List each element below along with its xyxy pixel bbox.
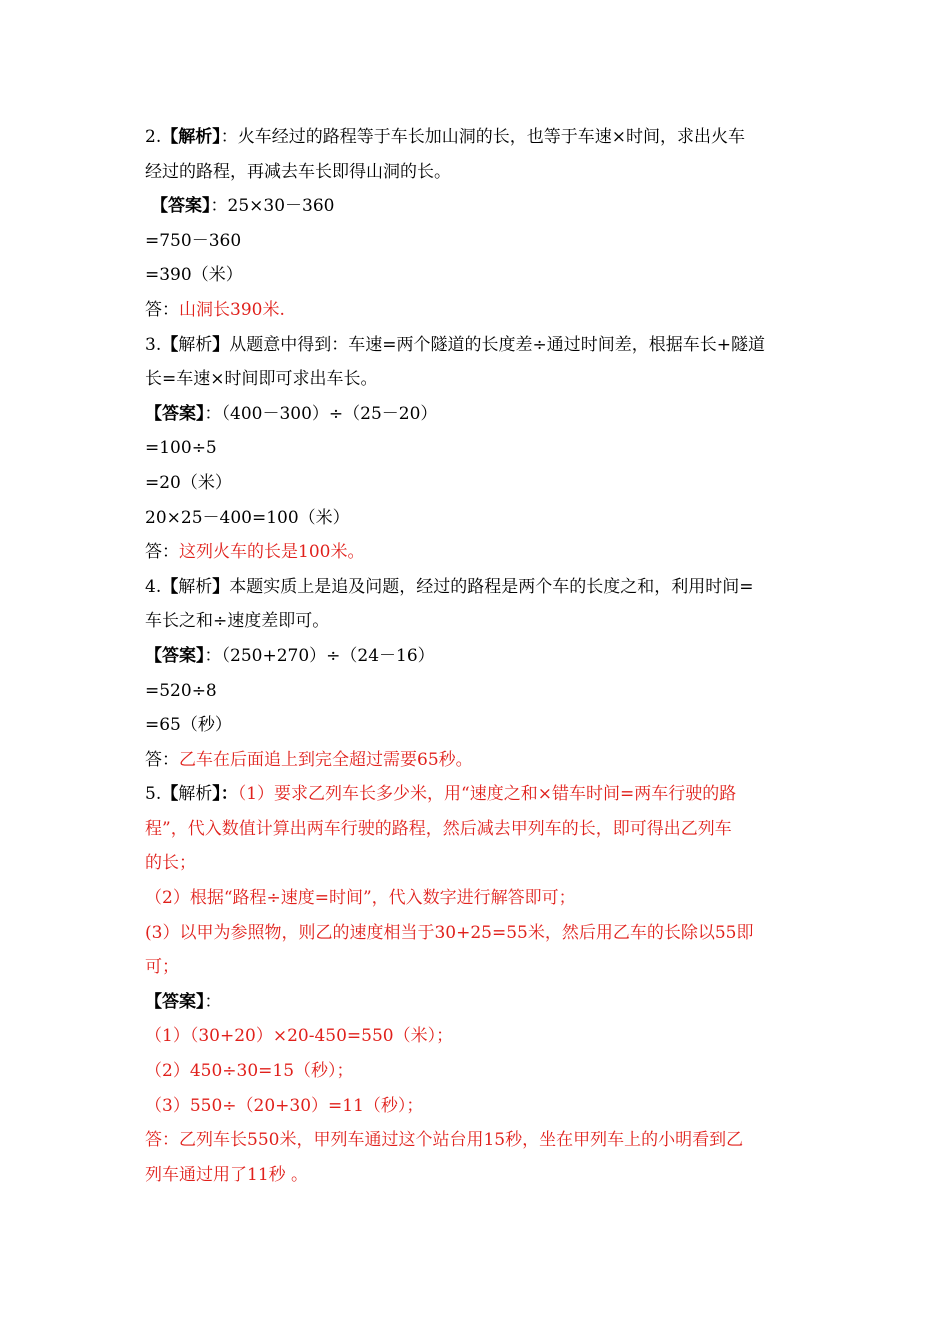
- q3-final-text: 这列火车的长是100米。: [179, 542, 365, 563]
- q4-final-prefix: 答：: [145, 749, 179, 770]
- q5-step-2: （2）450÷30=15（秒）；: [145, 1061, 354, 1082]
- q5-tag-close: 】：: [212, 784, 238, 805]
- q4-analysis-text-1: 本题实质上是追及问题，经过的路程是两个车的长度之和，利用时间=: [229, 576, 754, 597]
- q4-step-2: =65（秒）: [145, 715, 232, 736]
- q5-answer-colon: ：: [204, 991, 222, 1012]
- q4-answer-tag: 【答案】: [145, 645, 205, 666]
- q4-analysis-line-1: [145, 570, 815, 605]
- document-content: [145, 120, 815, 1192]
- q5-analysis-line-3: 的长；: [145, 853, 196, 874]
- q3-final-answer: [145, 535, 815, 570]
- q4-tag-close: 】: [212, 576, 230, 597]
- q5-step-3: （3）550÷（20+30）=11（秒）；: [145, 1095, 424, 1116]
- q2-step-2: =390（米）: [145, 265, 243, 286]
- q5-number: 5.: [145, 784, 162, 805]
- q5-step-1: （1）（30+20）×20-450=550（米）；: [145, 1026, 454, 1047]
- q3-answer-expression: ：（400－300）÷（25－20）: [204, 403, 438, 424]
- q5-analysis-text-1: （1）要求乙列车长多少米，用“速度之和×错车时间=两车行驶的路: [237, 784, 737, 805]
- q3-final-prefix: 答：: [145, 542, 179, 563]
- q2-answer-tag: 【答案】: [151, 196, 211, 217]
- q2-analysis-tag: 【解析】: [161, 127, 221, 147]
- q2-answer-line: [145, 189, 815, 224]
- q5-final-answer-line-2: 列车通过用了11秒 。: [145, 1164, 309, 1185]
- q5-answer-tag: 【答案】: [145, 991, 205, 1012]
- q3-step-2: =20（米）: [145, 472, 232, 493]
- q2-final-prefix: 答：: [145, 299, 179, 320]
- q2-number: 2.: [145, 127, 162, 147]
- q3-analysis-text-1: 从题意中得到：车速=两个隧道的长度差÷通过时间差，根据车长+隧道: [229, 334, 765, 355]
- q3-answer-tag: 【答案】: [145, 403, 205, 424]
- q2-analysis-text-1: ：火车经过的路程等于车长加山洞的长，也等于车速×时间，求出火车: [220, 127, 745, 147]
- q4-answer-line: [145, 639, 815, 674]
- q3-analysis-line-1: [145, 328, 815, 363]
- q2-final-answer: [145, 293, 815, 328]
- q3-answer-line: [145, 397, 815, 432]
- q2-answer-expression: ：25×30－360: [210, 196, 335, 217]
- q5-analysis-line-1: [145, 777, 815, 812]
- q4-answer-expression: ：（250+270）÷（24－16）: [204, 645, 435, 666]
- q5-analysis-line-2: 程”，代入数值计算出两车行驶的路程，然后减去甲列车的长，即可得出乙列车: [145, 818, 732, 839]
- q3-tag-word: 解析: [178, 334, 213, 355]
- q4-analysis-line-2: 车长之和÷速度差即可。: [145, 611, 330, 632]
- q4-step-1: =520÷8: [145, 680, 217, 701]
- q3-step-1: =100÷5: [145, 438, 217, 459]
- q2-final-text: 山洞长390米.: [179, 299, 285, 320]
- q5-analysis-line-6: 可；: [145, 957, 179, 978]
- q4-final-text: 乙车在后面追上到完全超过需要65秒。: [179, 749, 473, 770]
- q5-final-answer-line-1: 答：乙列车长550米，甲列车通过这个站台用15秒，坐在甲列车上的小明看到乙: [145, 1130, 744, 1151]
- q4-final-answer: [145, 743, 815, 778]
- q4-number: 4.: [145, 576, 162, 597]
- q3-number: 3.: [145, 334, 162, 355]
- q5-tag-open: 【: [161, 784, 179, 805]
- q3-tag-close: 】: [212, 334, 230, 355]
- q2-step-1: =750－360: [145, 230, 242, 251]
- q5-analysis-line-4: （2）根据“路程÷速度=时间”，代入数字进行解答即可；: [145, 888, 576, 909]
- q3-tag-open: 【: [161, 334, 179, 355]
- q5-answer-line: [145, 985, 815, 1020]
- q3-analysis-line-2: 长=车速×时间即可求出车长。: [145, 369, 378, 390]
- q5-analysis-line-5: (3）以甲为参照物，则乙的速度相当于30+25=55米，然后用乙车的长除以55即: [145, 922, 754, 943]
- q2-analysis-line-1: [145, 120, 815, 155]
- q4-tag-word: 解析: [178, 576, 213, 597]
- q3-step-3: 20×25－400=100（米）: [145, 507, 350, 528]
- q2-analysis-line-2: 经过的路程，再减去车长即得山洞的长。: [145, 161, 451, 182]
- q4-tag-open: 【: [161, 576, 179, 597]
- q5-tag-word: 解析: [178, 784, 213, 805]
